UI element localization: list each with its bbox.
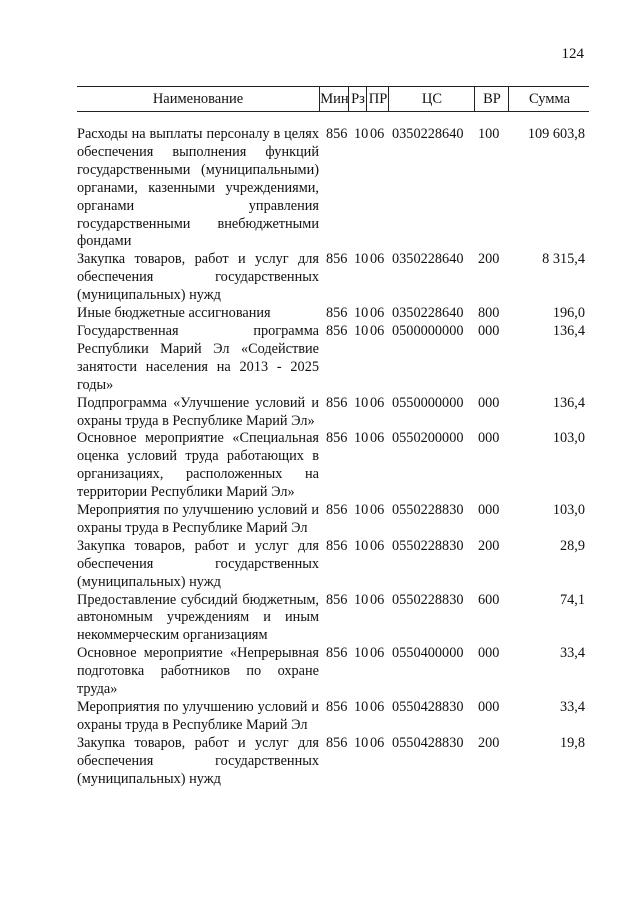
row-pr: 06: [370, 591, 385, 608]
row-sum: 33,4: [559, 699, 585, 715]
header-pr: ПР: [366, 87, 389, 111]
row-vr: 200: [478, 537, 500, 554]
row-min: 856: [326, 645, 348, 662]
row-vr: 000: [478, 430, 500, 447]
row-name: Основное мероприятие «Специальная оценка условий труда работающих в организациях, расположенных на территории Республики Марий Эл»: [77, 430, 319, 501]
table-row: [0, 592, 639, 646]
row-rz: 10: [354, 734, 369, 751]
row-sum: 103,0: [552, 430, 585, 447]
row-cs: 0550400000: [392, 645, 464, 662]
row-cs: 0350228640: [392, 251, 464, 268]
row-sum: 196,0: [552, 305, 585, 322]
row-pr: 06: [370, 734, 385, 751]
row-vr: 200: [478, 734, 500, 751]
row-sum: 28,9: [559, 537, 585, 554]
row-min: 856: [326, 430, 348, 447]
table-row: [0, 430, 639, 502]
row-sum: 8 315,4: [542, 251, 585, 268]
table-row: [0, 699, 639, 735]
row-pr: 06: [370, 305, 385, 322]
row-cs: 0350228640: [392, 126, 464, 142]
row-pr: 06: [370, 430, 385, 447]
row-pr: 06: [370, 645, 385, 662]
table-row: [0, 126, 639, 251]
row-min: 856: [326, 591, 348, 608]
row-pr: 06: [370, 537, 385, 554]
row-min: 856: [326, 394, 348, 411]
row-rz: 10: [354, 591, 369, 608]
row-min: 856: [326, 502, 348, 519]
row-name: Закупка товаров, работ и услуг для обеспечения государственных (муниципальных) нужд: [77, 734, 319, 787]
header-min: Мин: [319, 87, 349, 111]
row-rz: 10: [354, 126, 369, 142]
table-row: [0, 395, 639, 431]
row-rz: 10: [354, 537, 369, 554]
row-name: Основное мероприятие «Непрерывная подготовка работников по охране труда»: [77, 645, 319, 698]
row-name: Мероприятия по улучшению условий и охраны труда в Республике Марий Эл: [77, 502, 319, 536]
row-sum: 136,4: [552, 394, 585, 411]
row-min: 856: [326, 537, 348, 554]
row-cs: 0550228830: [392, 502, 464, 519]
row-sum: 19,8: [559, 734, 585, 751]
row-vr: 000: [478, 394, 500, 411]
row-min: 856: [326, 126, 348, 142]
row-min: 856: [326, 251, 348, 268]
row-pr: 06: [370, 502, 385, 519]
table-row: [0, 645, 639, 699]
row-cs: 0350228640: [392, 305, 464, 322]
table-body: [0, 126, 639, 789]
row-vr: 600: [478, 591, 500, 608]
row-rz: 10: [354, 322, 369, 339]
table-row: [0, 251, 639, 305]
row-pr: 06: [370, 699, 385, 715]
header-rz: Рз: [348, 87, 367, 111]
row-min: 856: [326, 699, 348, 715]
row-name: Государственная программа Республики Марий Эл «Содействие занятости населения на 2013 - 2025 годы»: [77, 322, 319, 393]
row-vr: 200: [478, 251, 500, 268]
row-cs: 0550428830: [392, 734, 464, 751]
row-pr: 06: [370, 394, 385, 411]
row-rz: 10: [354, 305, 369, 322]
row-min: 856: [326, 322, 348, 339]
row-sum: 74,1: [559, 591, 585, 608]
page-number: 124: [561, 46, 584, 62]
row-vr: 800: [478, 305, 500, 322]
row-vr: 100: [478, 126, 500, 142]
row-vr: 000: [478, 645, 500, 662]
header-vr: ВР: [474, 87, 509, 111]
row-cs: 0550228830: [392, 537, 464, 554]
row-min: 856: [326, 734, 348, 751]
row-name: Мероприятия по улучшению условий и охраны труда в Республике Марий Эл: [77, 699, 319, 733]
header-name: Наименование: [152, 91, 244, 107]
table-row: [0, 502, 639, 538]
row-min: 856: [326, 305, 348, 322]
row-name: Подпрограмма «Улучшение условий и охраны труда в Республике Марий Эл»: [77, 394, 319, 429]
row-sum: 103,0: [552, 502, 585, 519]
row-cs: 0550000000: [392, 394, 464, 411]
row-name: Предоставление субсидий бюджетным, автономным учреждениям и иным некоммерческим организациям: [77, 591, 319, 644]
row-rz: 10: [354, 502, 369, 519]
table-row: [0, 305, 639, 323]
row-cs: 0550228830: [392, 591, 464, 608]
row-cs: 0550200000: [392, 430, 464, 447]
row-vr: 000: [478, 502, 500, 519]
row-name: Закупка товаров, работ и услуг для обеспечения государственных (муниципальных) нужд: [77, 537, 319, 590]
row-vr: 000: [478, 322, 500, 339]
row-name: Иные бюджетные ассигнования: [77, 305, 271, 322]
row-vr: 000: [478, 699, 500, 715]
row-sum: 33,4: [559, 645, 585, 662]
row-name: Закупка товаров, работ и услуг для обеспечения государственных (муниципальных) нужд: [77, 251, 319, 304]
row-pr: 06: [370, 126, 385, 142]
header-sum: Сумма: [508, 87, 590, 111]
row-cs: 0550428830: [392, 699, 464, 715]
row-sum: 136,4: [552, 322, 585, 339]
row-pr: 06: [370, 322, 385, 339]
table-header: [77, 86, 589, 112]
table-row: [0, 538, 639, 592]
row-rz: 10: [354, 251, 369, 268]
header-cs: ЦС: [388, 87, 475, 111]
row-rz: 10: [354, 430, 369, 447]
table-row: [0, 323, 639, 395]
row-rz: 10: [354, 394, 369, 411]
row-pr: 06: [370, 251, 385, 268]
table-row: [0, 735, 639, 789]
row-sum: 109 603,8: [527, 126, 585, 142]
row-cs: 0500000000: [392, 322, 464, 339]
row-name: Расходы на выплаты персоналу в целях обеспечения выполнения функций государственными (муниципальными) органами, казенными учреждениями, органами управления государственными внебюджетными фондами: [77, 126, 319, 250]
row-rz: 10: [354, 699, 369, 715]
row-rz: 10: [354, 645, 369, 662]
